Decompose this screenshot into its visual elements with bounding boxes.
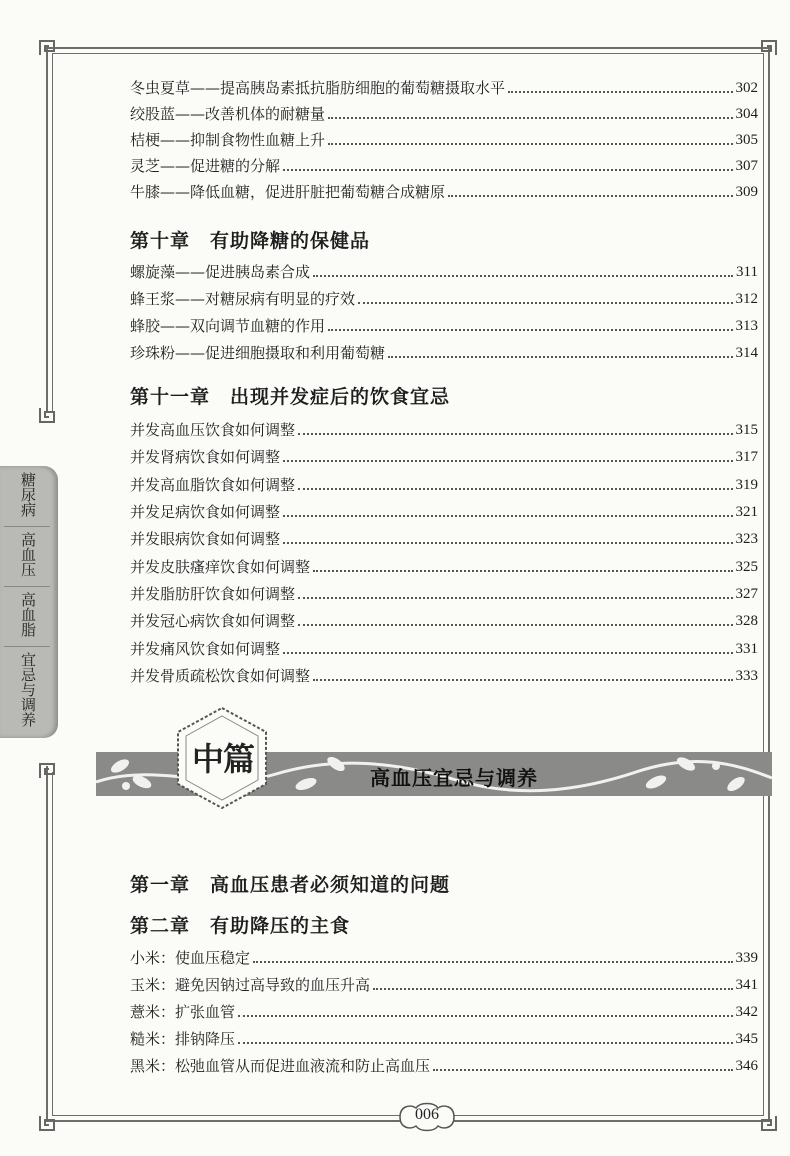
part-title: 高血压宜忌与调养 xyxy=(370,766,538,790)
toc-entry-title: 并发骨质疏松饮食如何调整 xyxy=(130,667,311,685)
toc-entry-page: 341 xyxy=(735,977,758,993)
frame-left-inner-border-lower xyxy=(52,772,53,1116)
leader-dots xyxy=(238,1015,732,1017)
toc-entry[interactable] xyxy=(130,944,758,968)
section-side-tabs xyxy=(0,466,58,738)
toc-entry-title: 灵芝——促进糖的分解 xyxy=(130,157,281,175)
toc-entry-title: 并发眼病饮食如何调整 xyxy=(130,530,281,548)
toc-entry-title: 螺旋藻——促进胰岛素合成 xyxy=(130,263,311,281)
toc-entry-title: 蜂胶——双向调节血糖的作用 xyxy=(130,317,326,335)
toc-entry[interactable] xyxy=(130,471,758,495)
leader-dots xyxy=(283,460,732,462)
leader-dots xyxy=(433,1069,732,1071)
toc-entry[interactable] xyxy=(130,312,758,336)
toc-entry[interactable] xyxy=(130,285,758,309)
frame-left-border-upper xyxy=(46,47,48,412)
chapter-heading[interactable]: 第十章 有助降糖的保健品 xyxy=(130,230,371,252)
toc-entry-page: 325 xyxy=(735,559,758,575)
toc-entry-page: 305 xyxy=(735,132,758,148)
toc-entry-title: 玉米：避免因钠过高导致的血压升高 xyxy=(130,976,371,994)
corner-ornament-icon xyxy=(758,1112,780,1134)
leader-dots xyxy=(298,488,732,490)
toc-entry[interactable] xyxy=(130,126,758,150)
toc-entry-title: 桔梗——抑制食物性血糖上升 xyxy=(130,131,326,149)
toc-entry-title: 并发脂肪肝饮食如何调整 xyxy=(130,585,296,603)
leader-dots xyxy=(358,302,732,304)
toc-entry-page: 333 xyxy=(735,668,758,684)
toc-entry-page: 314 xyxy=(735,345,758,361)
toc-entry[interactable] xyxy=(130,100,758,124)
toc-entry-title: 并发高血脂饮食如何调整 xyxy=(130,476,296,494)
tab-divider xyxy=(4,526,50,527)
leader-dots xyxy=(283,542,732,544)
toc-entry-page: 342 xyxy=(735,1004,758,1020)
toc-entry-title: 并发皮肤瘙痒饮食如何调整 xyxy=(130,558,311,576)
toc-entry[interactable] xyxy=(130,178,758,202)
page-number: 006 xyxy=(415,1106,439,1123)
chapter-heading[interactable]: 第一章 高血压患者必须知道的问题 xyxy=(130,874,451,896)
side-tab-diet-care[interactable] xyxy=(0,652,56,727)
side-tab-label: 宜忌与调养 xyxy=(19,652,37,727)
corner-ornament-icon xyxy=(36,37,58,59)
toc-entry-page: 302 xyxy=(735,80,758,96)
toc-entry[interactable] xyxy=(130,1025,758,1049)
toc-entry-title: 蜂王浆——对糖尿病有明显的疗效 xyxy=(130,290,356,308)
toc-entry-title: 牛膝——降低血糖，促进肝脏把葡萄糖合成糖原 xyxy=(130,183,446,201)
toc-entry-page: 311 xyxy=(736,264,758,280)
side-tab-label: 高血压 xyxy=(19,532,37,577)
side-tab-label: 高血脂 xyxy=(19,592,37,637)
leader-dots xyxy=(298,597,732,599)
toc-entry-page: 315 xyxy=(735,422,758,438)
toc-entry-title: 珍珠粉——促进细胞摄取和利用葡萄糖 xyxy=(130,344,386,362)
toc-entry[interactable] xyxy=(130,1052,758,1076)
toc-entry-page: 328 xyxy=(735,613,758,629)
leader-dots xyxy=(298,433,732,435)
part-badge-label: 中篇 xyxy=(191,740,254,778)
toc-entry-page: 317 xyxy=(735,449,758,465)
leader-dots xyxy=(283,169,732,171)
leader-dots xyxy=(328,143,732,145)
toc-entry-page: 339 xyxy=(735,950,758,966)
toc-entry-page: 327 xyxy=(735,586,758,602)
toc-entry[interactable] xyxy=(130,498,758,522)
toc-entry-title: 糙米：排钠降压 xyxy=(130,1030,236,1048)
toc-entry[interactable] xyxy=(130,553,758,577)
toc-entry-title: 并发冠心病饮食如何调整 xyxy=(130,612,296,630)
toc-entry-page: 304 xyxy=(735,106,758,122)
corner-ornament-icon xyxy=(36,1112,58,1134)
toc-entry[interactable] xyxy=(130,258,758,282)
chapter-heading[interactable]: 第二章 有助降压的主食 xyxy=(130,915,351,937)
leader-dots xyxy=(388,356,732,358)
toc-entry-title: 冬虫夏草——提高胰岛素抵抗脂肪细胞的葡萄糖摄取水平 xyxy=(130,79,506,97)
toc-entry-page: 331 xyxy=(735,641,758,657)
toc-entry[interactable] xyxy=(130,635,758,659)
side-tab-label: 糖尿病 xyxy=(19,472,37,517)
corner-ornament-icon xyxy=(36,760,58,782)
leader-dots xyxy=(253,961,732,963)
toc-entry-title: 并发足病饮食如何调整 xyxy=(130,503,281,521)
leader-dots xyxy=(508,91,732,93)
toc-entry[interactable] xyxy=(130,607,758,631)
leader-dots xyxy=(313,570,732,572)
toc-entry-page: 345 xyxy=(735,1031,758,1047)
toc-entry-page: 309 xyxy=(735,184,758,200)
frame-top-border xyxy=(46,47,770,49)
frame-left-inner-border-upper xyxy=(52,53,53,412)
toc-entry-title: 并发痛风饮食如何调整 xyxy=(130,640,281,658)
tab-divider xyxy=(4,586,50,587)
toc-entry-title: 黑米：松弛血管从而促进血液流和防止高血压 xyxy=(130,1057,431,1075)
toc-entry[interactable] xyxy=(130,339,758,363)
corner-ornament-icon xyxy=(36,404,58,426)
leader-dots xyxy=(328,117,732,119)
toc-entry-title: 并发肾病饮食如何调整 xyxy=(130,448,281,466)
toc-entry[interactable] xyxy=(130,998,758,1022)
leader-dots xyxy=(313,275,733,277)
frame-right-border xyxy=(768,47,770,1122)
toc-entry-page: 323 xyxy=(735,531,758,547)
leader-dots xyxy=(313,679,732,681)
toc-entry-page: 313 xyxy=(735,318,758,334)
toc-entry[interactable] xyxy=(130,971,758,995)
toc-entry-title: 小米：使血压稳定 xyxy=(130,949,251,967)
leader-dots xyxy=(283,515,732,517)
toc-entry-page: 312 xyxy=(735,291,758,307)
frame-top-inner-border xyxy=(52,53,764,54)
toc-entry-page: 319 xyxy=(735,477,758,493)
toc-entry[interactable] xyxy=(130,525,758,549)
toc-entry-title: 并发高血压饮食如何调整 xyxy=(130,421,296,439)
leader-dots xyxy=(448,195,732,197)
leader-dots xyxy=(298,624,732,626)
leader-dots xyxy=(373,988,732,990)
frame-left-border-lower xyxy=(46,766,48,1122)
leader-dots xyxy=(283,652,732,654)
toc-entry[interactable] xyxy=(130,662,758,686)
chapter-heading[interactable]: 第十一章 出现并发症后的饮食宜忌 xyxy=(130,386,451,408)
toc-entry-page: 346 xyxy=(735,1058,758,1074)
tab-divider xyxy=(4,646,50,647)
toc-entry[interactable] xyxy=(130,443,758,467)
side-tab-hypertension[interactable] xyxy=(0,532,56,577)
frame-right-inner-border xyxy=(763,53,764,1116)
toc-entry[interactable] xyxy=(130,74,758,98)
leader-dots xyxy=(238,1042,732,1044)
side-tab-hyperlipidemia[interactable] xyxy=(0,592,56,637)
toc-entry-title: 绞股蓝——改善机体的耐糖量 xyxy=(130,105,326,123)
leader-dots xyxy=(328,329,732,331)
toc-entry-page: 321 xyxy=(735,504,758,520)
toc-entry[interactable] xyxy=(130,152,758,176)
toc-entry[interactable] xyxy=(130,416,758,440)
corner-ornament-icon xyxy=(758,37,780,59)
side-tab-diabetes[interactable] xyxy=(0,472,56,517)
toc-entry-page: 307 xyxy=(735,158,758,174)
toc-entry-title: 薏米：扩张血管 xyxy=(130,1003,236,1021)
toc-entry[interactable] xyxy=(130,580,758,604)
